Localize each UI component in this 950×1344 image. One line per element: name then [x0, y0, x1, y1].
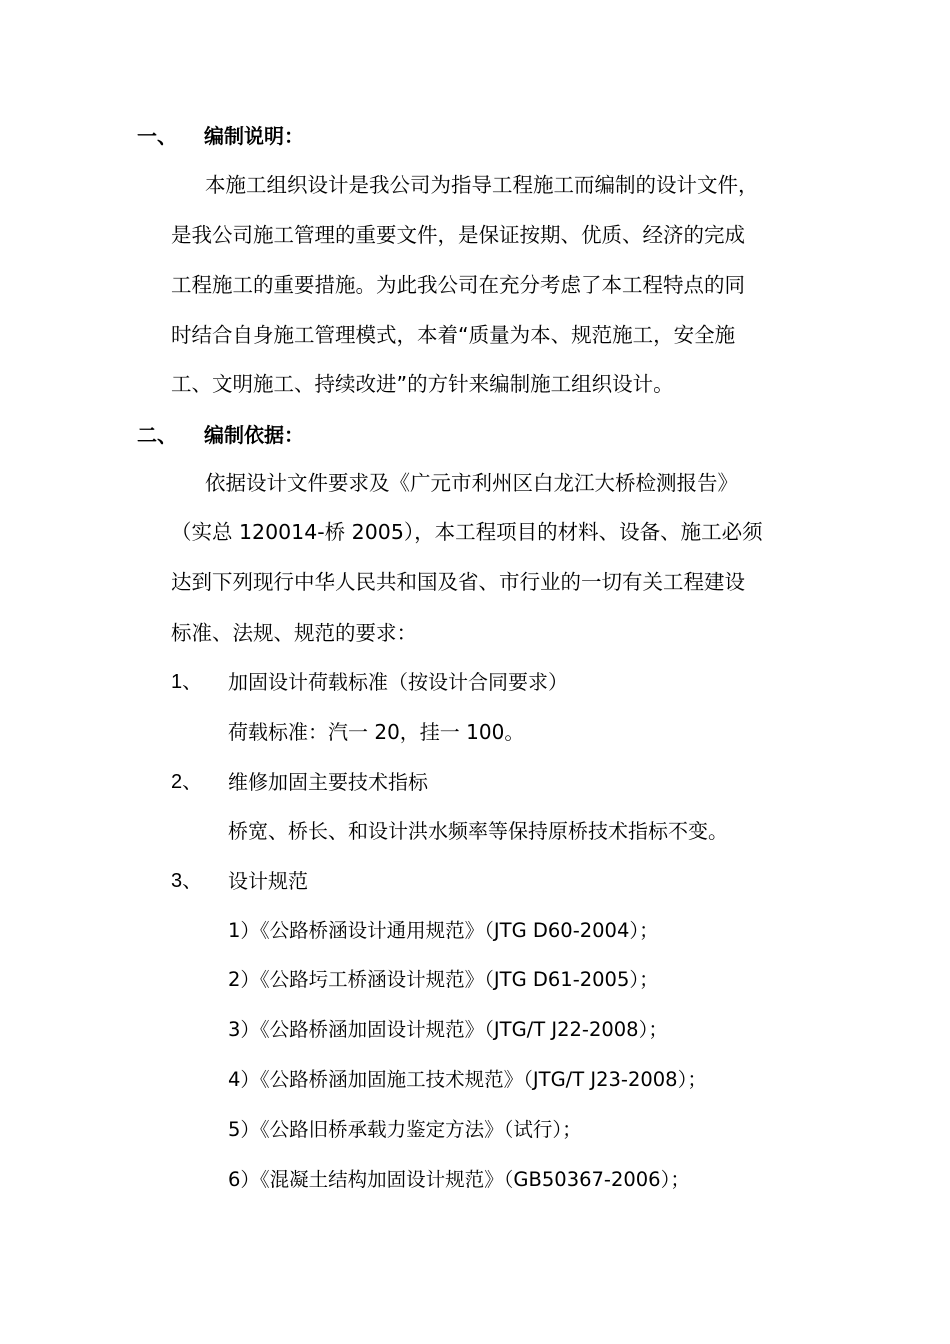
standard-item-2: 2）《公路圬工桥涵设计规范》（JTG D61-2005）； [228, 968, 659, 991]
list-item-2-number: 2、 [171, 771, 203, 793]
section-1-line-4: 时结合自身施工管理模式，本着“质量为本、规范施工，安全施 [171, 323, 736, 347]
section-1-line-2: 是我公司施工管理的重要文件，是保证按期、优质、经济的完成 [171, 223, 745, 247]
section-2-line-1: 依据设计文件要求及《广元市利州区白龙江大桥检测报告》 [205, 471, 738, 495]
standard-item-1: 1）《公路桥涵设计通用规范》（JTG D60-2004）； [228, 919, 659, 942]
section-1-line-3: 工程施工的重要措施。为此我公司在充分考虑了本工程特点的同 [171, 273, 745, 297]
list-item-1-number: 1、 [171, 671, 203, 693]
section-2-line-2: （实总 120014-桥 2005），本工程项目的材料、设备、施工必须 [171, 520, 763, 544]
section-1-line-1: 本施工组织设计是我公司为指导工程施工而编制的设计文件， [205, 173, 759, 197]
section-2-line-4: 标准、法规、规范的要求： [171, 621, 417, 645]
section-1-title: 编制说明： [204, 124, 304, 148]
list-item-1-label: 加固设计荷载标准（按设计合同要求） [228, 670, 568, 694]
section-1-line-5: 工、文明施工、持续改进”的方针来编制施工组织设计。 [171, 372, 674, 396]
standard-item-3: 3）《公路桥涵加固设计规范》（JTG/T J22-2008）； [228, 1018, 668, 1041]
list-item-3-label: 设计规范 [228, 869, 308, 893]
section-2-title: 编制依据： [204, 423, 304, 447]
standard-item-4: 4）《公路桥涵加固施工技术规范》（JTG/T J23-2008）； [228, 1068, 707, 1091]
list-item-3-number: 3、 [171, 870, 203, 892]
section-1-number: 一、 [137, 124, 177, 148]
section-2-number: 二、 [137, 423, 177, 447]
section-2-line-3: 达到下列现行中华人民共和国及省、市行业的一切有关工程建设 [171, 570, 745, 594]
standard-item-6: 6）《混凝土结构加固设计规范》（GB50367-2006）； [228, 1168, 690, 1191]
list-item-2-label: 维修加固主要技术指标 [228, 770, 428, 794]
list-item-1-detail: 荷载标准：汽一 20，挂一 100。 [228, 720, 525, 744]
standard-item-5: 5）《公路旧桥承载力鉴定方法》（试行）； [228, 1118, 582, 1141]
list-item-2-detail: 桥宽、桥长、和设计洪水频率等保持原桥技术指标不变。 [228, 819, 728, 843]
